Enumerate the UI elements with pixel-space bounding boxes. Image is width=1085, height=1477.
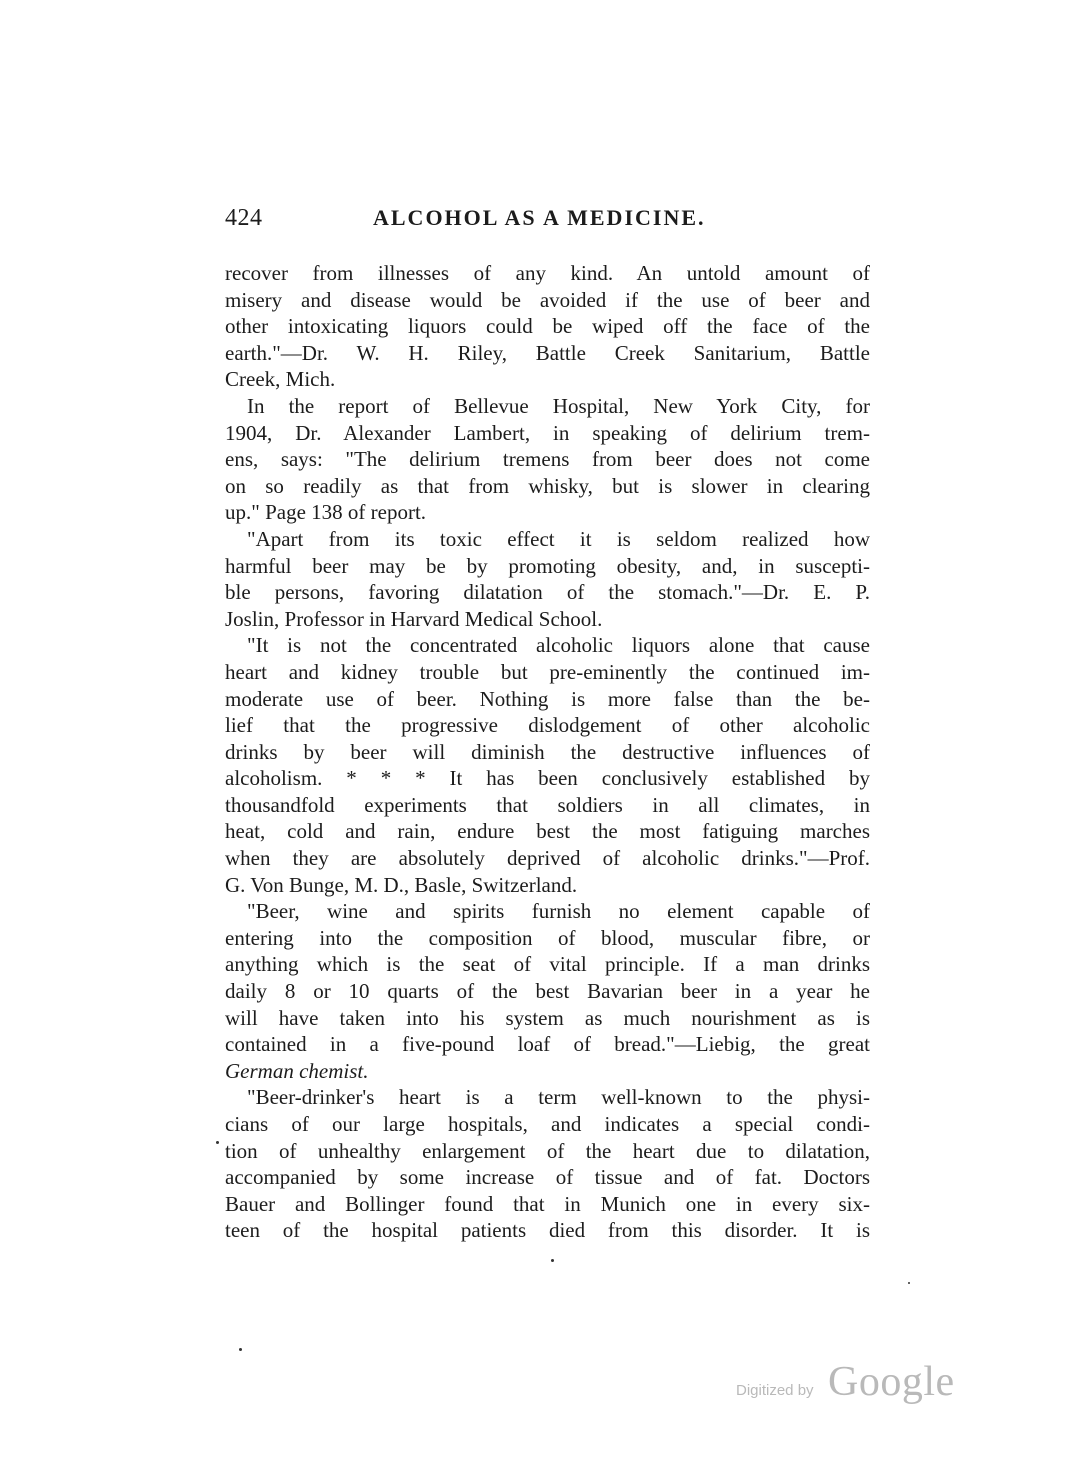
text-line: on so readily as that from whisky, but is slower in clearing bbox=[225, 473, 870, 498]
text-line: G. Von Bunge, M. D., Basle, Switzerland. bbox=[225, 872, 578, 897]
text-line: anything which is the seat of vital principle. If a man drinks bbox=[225, 952, 870, 977]
text-line: thousandfold experiments that soldiers in all climates, in bbox=[225, 792, 870, 817]
text-line: tion of unhealthy enlargement of the heart due to dilatation, bbox=[225, 1138, 870, 1163]
text-line: teen of the hospital patients died from this disorder. It is bbox=[225, 1218, 870, 1243]
text-line: "Beer, wine and spirits furnish no element capable of bbox=[247, 899, 870, 924]
text-line: alcoholism. * * * It has been conclusively established by bbox=[225, 766, 870, 791]
running-head bbox=[225, 205, 875, 239]
paragraph bbox=[225, 898, 870, 1084]
page-number: 424 bbox=[225, 205, 263, 231]
paragraph bbox=[225, 393, 870, 526]
scan-speck bbox=[908, 1282, 910, 1284]
text-line: "Apart from its toxic effect it is seldom realized how bbox=[247, 526, 870, 551]
text-line: harmful beer may be by promoting obesity, and, in suscepti- bbox=[225, 553, 870, 578]
text-line: In the report of Bellevue Hospital, New York City, for bbox=[247, 393, 870, 418]
text-line: moderate use of beer. Nothing is more false than the be- bbox=[225, 686, 870, 711]
text-line: heart and kidney trouble but pre-eminently the continued im- bbox=[225, 659, 870, 684]
scan-speck bbox=[216, 1141, 219, 1144]
text-line: German chemist. bbox=[225, 1058, 369, 1083]
text-line: "Beer-drinker's heart is a term well-known to the physi- bbox=[247, 1085, 870, 1110]
paragraph bbox=[225, 260, 870, 393]
text-line: ble persons, favoring dilatation of the stomach."—Dr. E. P. bbox=[225, 580, 870, 605]
text-line: entering into the composition of blood, muscular fibre, or bbox=[225, 925, 870, 950]
paragraph bbox=[225, 1084, 870, 1244]
text-line: heat, cold and rain, endure best the most fatiguing marches bbox=[225, 819, 870, 844]
text-line: recover from illnesses of any kind. An untold amount of bbox=[225, 261, 870, 285]
watermark-prefix: Digitized by bbox=[736, 1382, 814, 1399]
digitized-by-google-watermark bbox=[736, 1359, 966, 1422]
google-logo: Google bbox=[828, 1359, 955, 1405]
chapter-title: ALCOHOL AS A MEDICINE. bbox=[373, 205, 706, 230]
text-line: misery and disease would be avoided if the use of beer and bbox=[225, 287, 870, 312]
text-line: other intoxicating liquors could be wiped off the face of the bbox=[225, 314, 870, 339]
text-line: will have taken into his system as much nourishment as is bbox=[225, 1005, 870, 1030]
text-line: cians of our large hospitals, and indicates a special condi- bbox=[225, 1112, 870, 1136]
text-line: Joslin, Professor in Harvard Medical School. bbox=[225, 606, 603, 631]
text-line: daily 8 or 10 quarts of the best Bavarian beer in a year he bbox=[225, 979, 870, 1004]
scan-speck bbox=[551, 1259, 554, 1262]
paragraph bbox=[225, 526, 870, 632]
text-line: Bauer and Bollinger found that in Munich one in every six- bbox=[225, 1191, 870, 1216]
text-line: Creek, Mich. bbox=[225, 367, 336, 392]
text-line: "It is not the concentrated alcoholic liquors alone that cause bbox=[247, 633, 870, 658]
text-line: up." Page 138 of report. bbox=[225, 500, 427, 525]
text-line: contained in a five-pound loaf of bread."—Liebig, the great bbox=[225, 1032, 870, 1057]
text-line: ens, says: "The delirium tremens from beer does not come bbox=[225, 447, 870, 472]
body-text bbox=[225, 260, 870, 1244]
scan-speck bbox=[239, 1348, 242, 1351]
text-line: accompanied by some increase of tissue and of fat. Doctors bbox=[225, 1165, 870, 1190]
paragraph bbox=[225, 632, 870, 898]
text-line: drinks by beer will diminish the destructive influences of bbox=[225, 739, 870, 764]
text-line: when they are absolutely deprived of alcoholic drinks."—Prof. bbox=[225, 846, 870, 871]
text-line: earth."—Dr. W. H. Riley, Battle Creek Sanitarium, Battle bbox=[225, 340, 870, 365]
text-line: lief that the progressive dislodgement of other alcoholic bbox=[225, 713, 870, 738]
text-line: 1904, Dr. Alexander Lambert, in speaking of delirium trem- bbox=[225, 420, 870, 445]
